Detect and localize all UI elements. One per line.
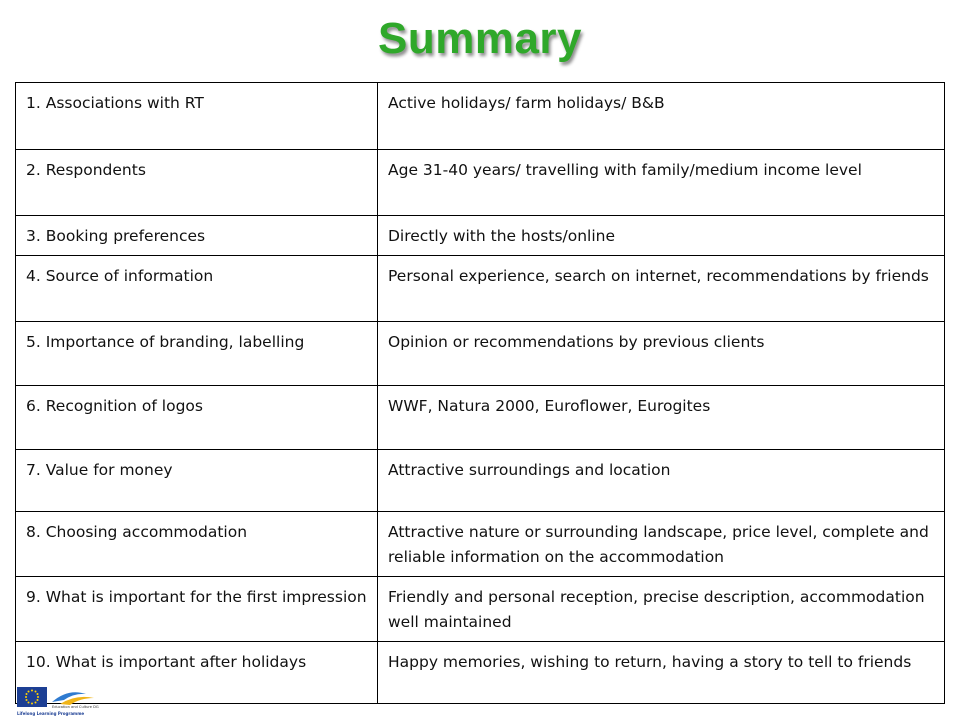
- logo-text-llp: Lifelong Learning Programme: [17, 711, 85, 716]
- summary-table: [15, 82, 945, 704]
- row-answer: Age 31-40 years/ travelling with family/medium income level: [378, 150, 945, 216]
- row-topic: 10. What is important after holidays: [16, 642, 378, 704]
- row-topic: 4. Source of information: [16, 256, 378, 322]
- table-row: [16, 150, 945, 216]
- row-topic: 9. What is important for the first impression: [16, 577, 378, 642]
- row-answer: Directly with the hosts/online: [378, 216, 945, 256]
- row-answer: Friendly and personal reception, precise description, accommodation well maintained: [378, 577, 945, 642]
- row-topic: 2. Respondents: [16, 150, 378, 216]
- table-row: [16, 386, 945, 450]
- table-row: [16, 512, 945, 577]
- row-answer: Active holidays/ farm holidays/ B&B: [378, 83, 945, 150]
- row-topic: 6. Recognition of logos: [16, 386, 378, 450]
- table-row: [16, 216, 945, 256]
- row-answer: Attractive nature or surrounding landscape, price level, complete and reliable information on the accommodation: [378, 512, 945, 577]
- eu-lifelong-learning-logo: [16, 684, 108, 718]
- table-row: [16, 577, 945, 642]
- row-topic: 8. Choosing accommodation: [16, 512, 378, 577]
- row-answer: Personal experience, search on internet, recommendations by friends: [378, 256, 945, 322]
- page-title: Summary: [377, 14, 583, 63]
- logo-text-dg: Education and Culture DG: [52, 705, 99, 709]
- table-row: [16, 83, 945, 150]
- row-topic: 7. Value for money: [16, 450, 378, 512]
- table-row: [16, 642, 945, 704]
- row-topic: 1. Associations with RT: [16, 83, 378, 150]
- row-topic: 5. Importance of branding, labelling: [16, 322, 378, 386]
- row-answer: WWF, Natura 2000, Euroflower, Eurogites: [378, 386, 945, 450]
- table-row: [16, 450, 945, 512]
- row-answer: Opinion or recommendations by previous clients: [378, 322, 945, 386]
- row-answer: Happy memories, wishing to return, having a story to tell to friends: [378, 642, 945, 704]
- row-answer: Attractive surroundings and location: [378, 450, 945, 512]
- table-row: [16, 322, 945, 386]
- table-row: [16, 256, 945, 322]
- row-topic: 3. Booking preferences: [16, 216, 378, 256]
